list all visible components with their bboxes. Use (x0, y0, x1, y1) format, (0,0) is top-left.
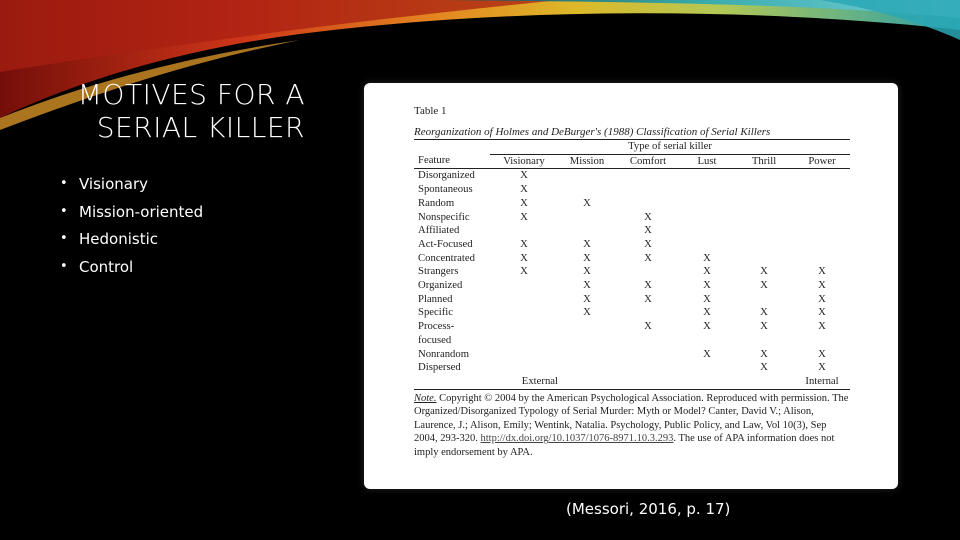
note-text: Copyright © 2004 by the American Psychological Association. Reproduced with permission. The Organized/Disorganized Typology of Serial Murder: Myth or Model? Canter, David V.; Alison, Laurence, J.; Alison, Emily; Wentink, Natalia. Psychology, Public Policy, and Law, Vol 10(3), Sep 2004, 293-320. (414, 392, 849, 445)
feature-cell: Nonrandom (418, 347, 470, 360)
feature-cell: focused (418, 333, 452, 346)
mark-cell (616, 183, 680, 197)
mark-cell: X (760, 279, 768, 292)
mark-cell: X (703, 279, 711, 292)
mark-cell (490, 361, 558, 375)
slide-title (60, 78, 305, 144)
mark-cell (490, 320, 558, 334)
mark-cell (734, 211, 794, 225)
mark-cell (734, 183, 794, 197)
mark-cell (558, 169, 616, 183)
internal-label: Internal (794, 375, 850, 389)
table-row (414, 183, 850, 197)
column-header: Visionary (490, 154, 558, 169)
mark-cell: X (644, 251, 652, 264)
mark-cell: X (818, 306, 826, 319)
mark-cell: X (703, 347, 711, 360)
mark-cell (558, 361, 616, 375)
mark-cell: X (520, 210, 528, 223)
mark-cell: X (583, 306, 591, 319)
mark-cell (490, 279, 558, 293)
mark-cell (680, 197, 734, 211)
mark-cell: X (583, 279, 591, 292)
mark-cell (734, 334, 794, 348)
feature-cell: Strangers (418, 265, 459, 278)
mark-cell (794, 334, 850, 348)
mark-cell: X (760, 361, 768, 374)
title-line-2: SERIAL KILLER (96, 111, 305, 144)
table-row (414, 211, 850, 225)
mark-cell: X (583, 292, 591, 305)
feature-cell: Affiliated (418, 224, 460, 237)
feature-cell: Act-Focused (418, 237, 473, 250)
mark-cell: X (583, 237, 591, 250)
table-caption: Reorganization of Holmes and DeBurger's (1988) Classification of Serial Killers (414, 126, 850, 140)
mark-cell (490, 348, 558, 362)
mark-cell (558, 348, 616, 362)
feature-cell: Random (418, 196, 455, 209)
mark-cell (680, 211, 734, 225)
mark-cell (490, 334, 558, 348)
mark-cell: X (644, 237, 652, 250)
mark-cell (616, 306, 680, 320)
mark-cell (794, 169, 850, 183)
mark-cell: X (644, 210, 652, 223)
table-body (414, 169, 850, 375)
column-header: Power (794, 154, 850, 169)
feature-cell: Specific (418, 306, 454, 319)
mark-cell (616, 334, 680, 348)
table-row (414, 348, 850, 362)
doi-link[interactable]: http://dx.doi.org/10.1037/1076-8971.10.3.293 (480, 433, 674, 445)
mark-cell (490, 293, 558, 307)
table-note: Note. Copyright © 2004 by the American Psychological Association. Reproduced with permission. The Organized/Disorganized Typology of Serial Murder: Myth or Model? Canter, David V.; Alison, Laurence, J.; Alison, Emily; Wentink, Natalia. Psychology, Public Policy, and Law, Vol 10(3), Sep 2004, 293-320. http://dx.doi.org/10.1037/1076-8971.10.3.293. The use of APA information does not imply endorsement by APA. (414, 392, 849, 459)
mark-cell: X (818, 279, 826, 292)
mark-cell (794, 197, 850, 211)
mark-cell: X (644, 292, 652, 305)
feature-cell: Organized (418, 279, 463, 292)
feature-cell: Concentrated (418, 251, 475, 264)
mark-cell: X (818, 292, 826, 305)
feature-cell: Dispersed (418, 361, 461, 374)
mark-cell (558, 211, 616, 225)
mark-cell: X (703, 320, 711, 333)
mark-cell: X (520, 183, 528, 196)
mark-cell: X (818, 361, 826, 374)
table-row (414, 279, 850, 293)
note-suffix: The use of APA information does not imply endorsement by APA. (414, 433, 835, 459)
mark-cell (734, 293, 794, 307)
classification-table (414, 105, 850, 460)
mark-cell (558, 334, 616, 348)
mark-cell: X (760, 265, 768, 278)
mark-cell: X (760, 306, 768, 319)
table-row (414, 306, 850, 320)
table-row (414, 197, 850, 211)
mark-cell: X (644, 224, 652, 237)
mark-cell (680, 224, 734, 238)
mark-cell (734, 224, 794, 238)
table-row (414, 265, 850, 279)
table-row (414, 169, 850, 183)
mark-cell: X (644, 279, 652, 292)
table-row (414, 252, 850, 266)
table-image-panel (364, 83, 898, 489)
mark-cell (680, 361, 734, 375)
feature-cell: Planned (418, 292, 453, 305)
motive-bullet-list (58, 173, 203, 283)
column-header: Thrill (734, 154, 794, 169)
mark-cell (734, 252, 794, 266)
mark-cell (490, 224, 558, 238)
table-end-labels (414, 375, 850, 389)
bullet-item: • Visionary (58, 173, 203, 201)
mark-cell: X (583, 196, 591, 209)
mark-cell (794, 238, 850, 252)
title-line-1: MOTIVES FOR A (77, 78, 305, 111)
mark-cell (680, 334, 734, 348)
mark-cell (680, 183, 734, 197)
note-label: Note. (414, 392, 437, 404)
bullet-item: • Mission-oriented (58, 201, 203, 229)
mark-cell: X (644, 320, 652, 333)
external-label: External (490, 375, 558, 389)
feature-cell: Process- (418, 320, 455, 333)
mark-cell (616, 265, 680, 279)
column-header-row (414, 154, 850, 169)
mark-cell (794, 211, 850, 225)
mark-cell (490, 306, 558, 320)
serial-killer-table (414, 140, 850, 390)
mark-cell (558, 183, 616, 197)
table-row (414, 224, 850, 238)
mark-cell: X (760, 347, 768, 360)
mark-cell: X (760, 320, 768, 333)
mark-cell: X (818, 320, 826, 333)
mark-cell (558, 224, 616, 238)
mark-cell: X (818, 347, 826, 360)
feature-cell: Nonspecific (418, 210, 470, 223)
mark-cell: X (583, 251, 591, 264)
table-label: Table 1 (414, 105, 447, 117)
mark-cell: X (520, 196, 528, 209)
mark-cell (616, 361, 680, 375)
mark-cell: X (703, 306, 711, 319)
mark-cell (680, 169, 734, 183)
mark-cell (734, 197, 794, 211)
table-row (414, 320, 850, 334)
table-row (414, 293, 850, 307)
column-header: Feature (414, 154, 490, 169)
bullet-item: • Control (58, 256, 203, 284)
table-row (414, 361, 850, 375)
feature-cell: Disorganized (418, 169, 475, 182)
mark-cell (734, 238, 794, 252)
mark-cell: X (703, 265, 711, 278)
mark-cell (616, 169, 680, 183)
mark-cell: X (520, 237, 528, 250)
mark-cell (794, 224, 850, 238)
mark-cell: X (520, 251, 528, 264)
mark-cell (616, 348, 680, 362)
mark-cell (616, 197, 680, 211)
mark-cell: X (583, 265, 591, 278)
group-header: Type of serial killer (490, 140, 850, 154)
mark-cell: X (703, 292, 711, 305)
mark-cell: X (520, 169, 528, 182)
mark-cell: X (818, 265, 826, 278)
column-header: Mission (558, 154, 616, 169)
mark-cell: X (703, 251, 711, 264)
table-row (414, 334, 850, 348)
mark-cell (558, 320, 616, 334)
column-header: Lust (680, 154, 734, 169)
feature-cell: Spontaneous (418, 183, 473, 196)
citation: (Messori, 2016, p. 17) (566, 500, 731, 518)
mark-cell: X (520, 265, 528, 278)
mark-cell (794, 252, 850, 266)
column-header: Comfort (616, 154, 680, 169)
mark-cell (734, 169, 794, 183)
mark-cell (794, 183, 850, 197)
mark-cell (680, 238, 734, 252)
table-row (414, 238, 850, 252)
bullet-item: • Hedonistic (58, 228, 203, 256)
